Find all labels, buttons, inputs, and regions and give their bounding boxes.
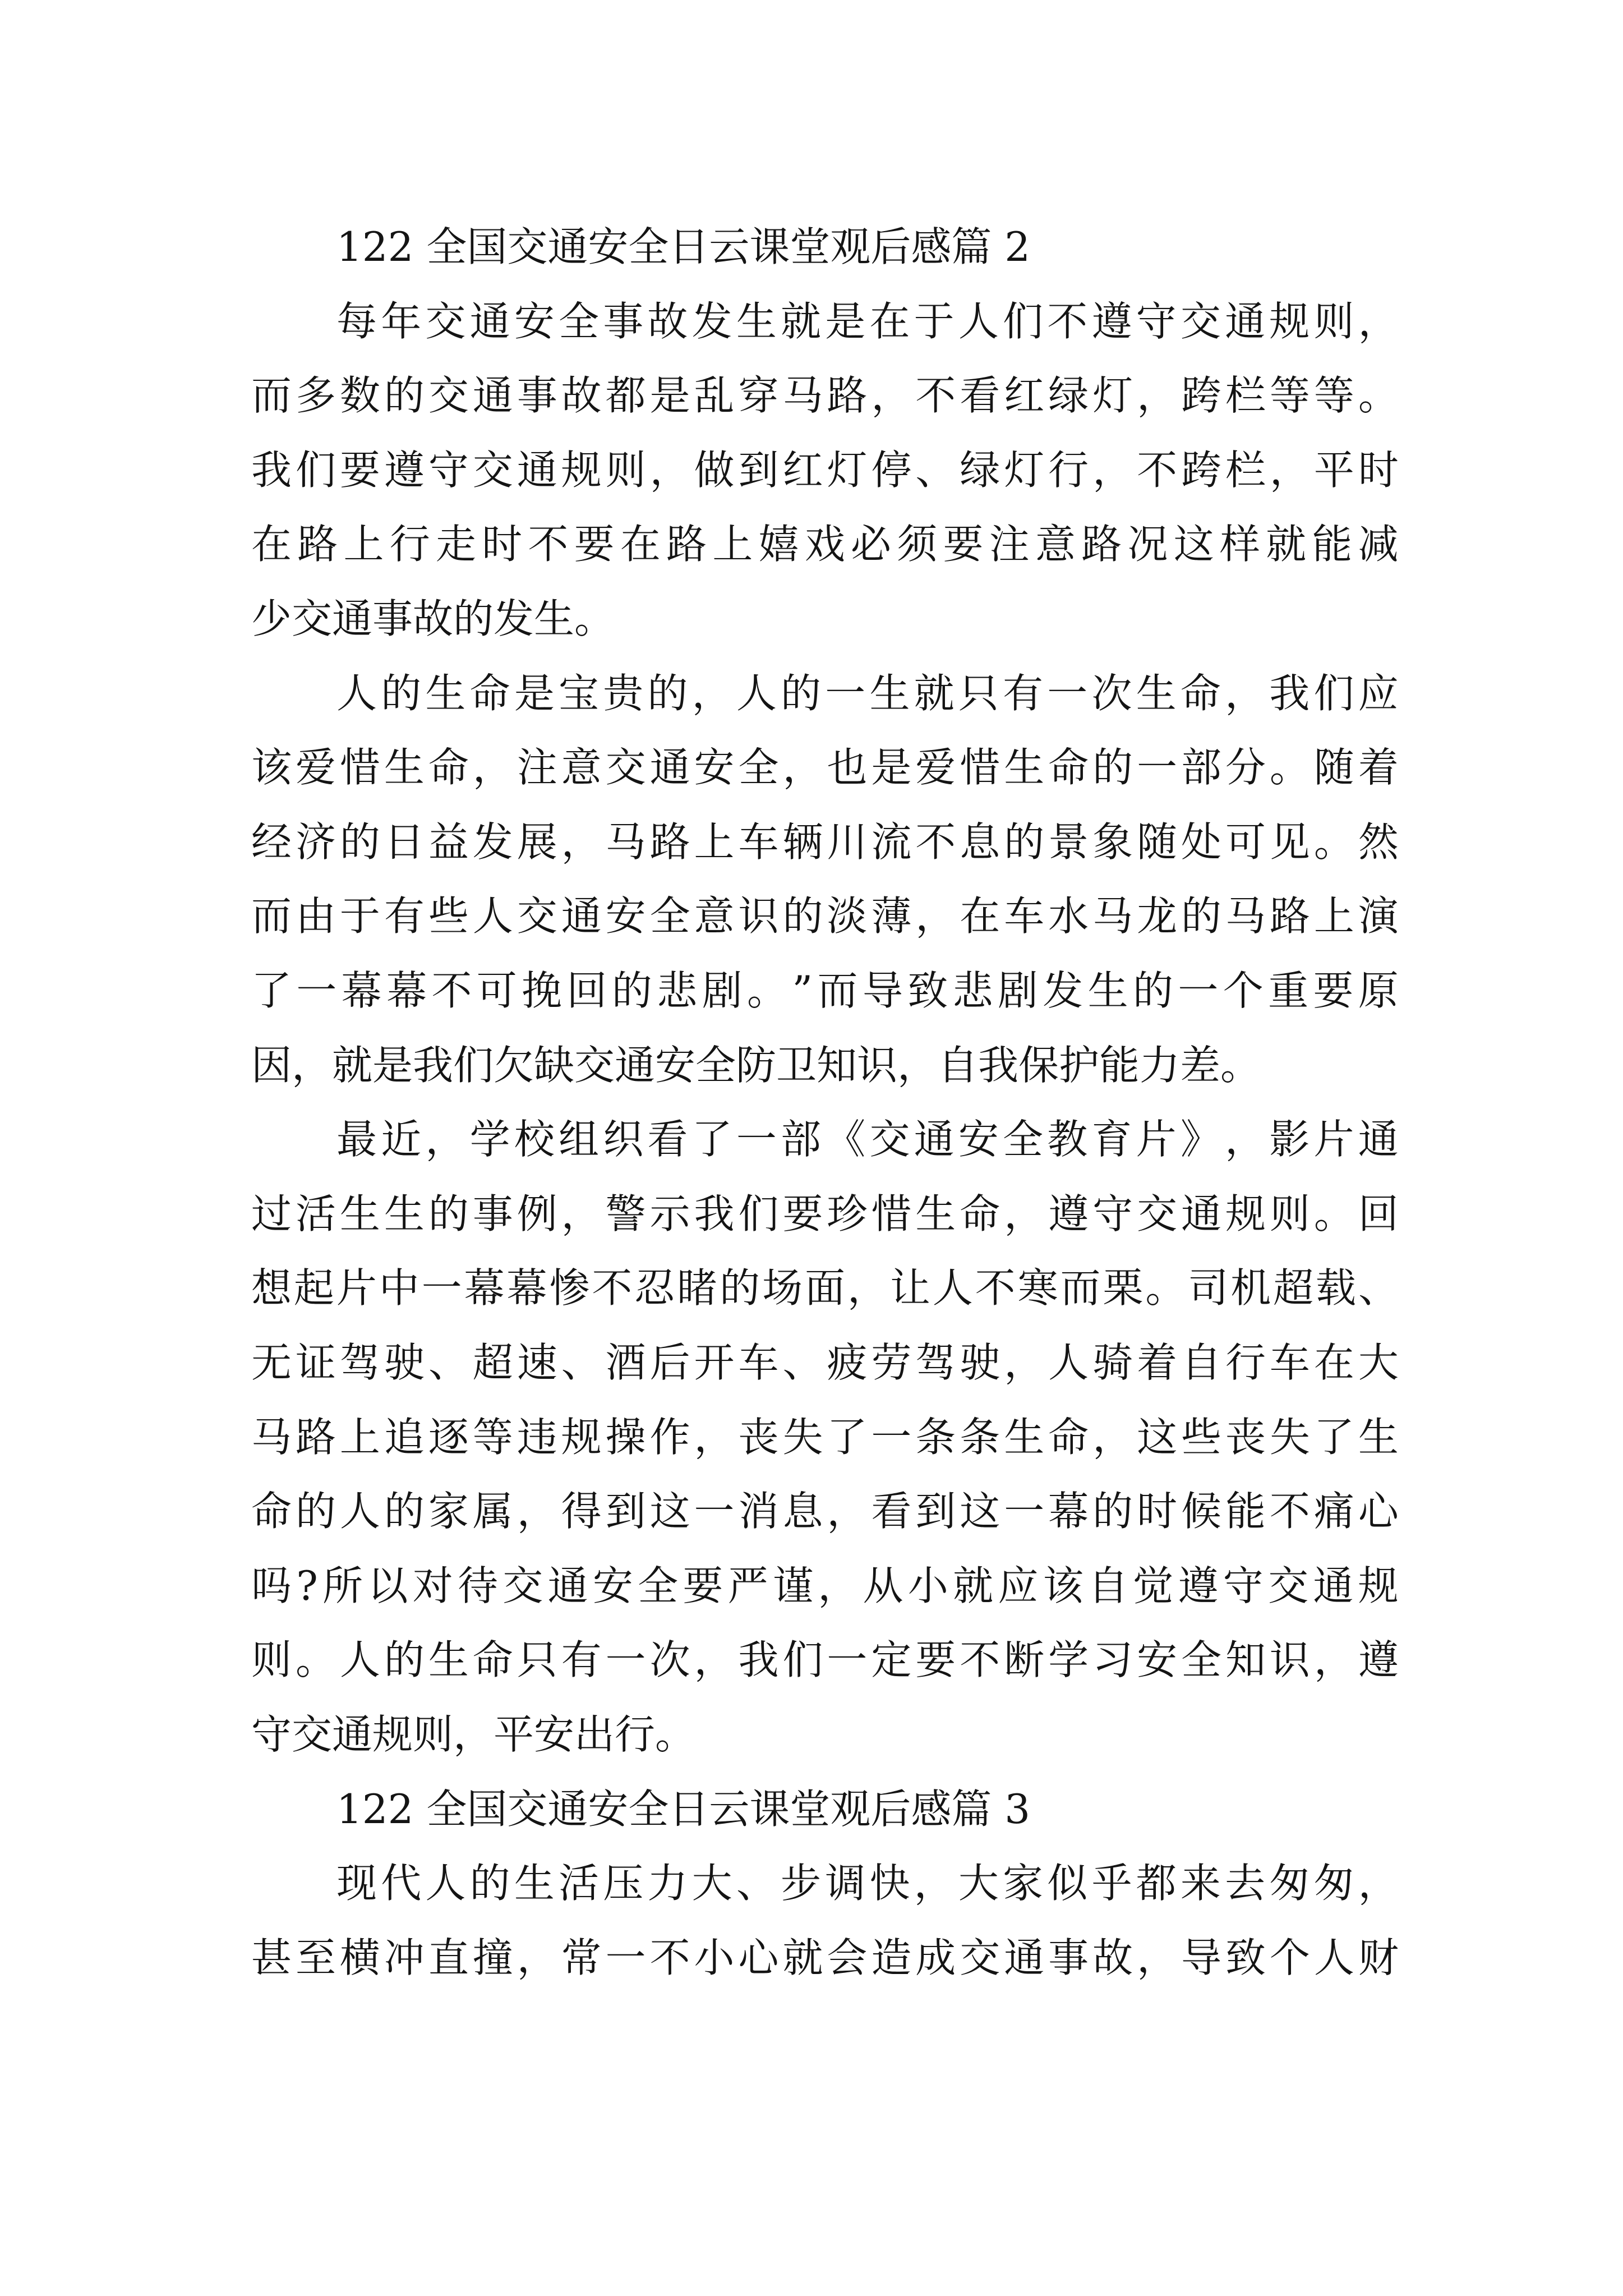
- text-line: 过 活 生 生 的 事 例 ， 警 示 我 们 要 珍 惜 生 命 ， 遵 守 交 通 规 则 。 回: [251, 1190, 1399, 1237]
- text-line: 每 年 交 通 安 全 事 故 发 生 就 是 在 于 人 们 不 遵 守 交 通 规 则 ，: [336, 297, 1399, 345]
- text-line: 则 。 人 的 生 命 只 有 一 次 ， 我 们 一 定 要 不 断 学 习 安 全 知 识 ， 遵: [251, 1636, 1399, 1684]
- text-line: 命 的 人 的 家 属 ， 得 到 这 一 消 息 ， 看 到 这 一 幕 的 时 候 能 不 痛 心: [251, 1488, 1399, 1535]
- text-line: 了 一 幕 幕 不 可 挽 回 的 悲 剧 。 ” 而 导 致 悲 剧 发 生 的 一 个 重 要 原: [251, 967, 1399, 1014]
- text-line: 而 多 数 的 交 通 事 故 都 是 乱 穿 马 路 ， 不 看 红 绿 灯 ， 跨 栏 等 等 。: [251, 372, 1399, 420]
- text-line: 守交通规则，平安出行。: [251, 1711, 696, 1758]
- text-line: 而 由 于 有 些 人 交 通 安 全 意 识 的 淡 薄 ， 在 车 水 马 龙 的 马 路 上 演: [251, 892, 1399, 940]
- text-line: 想 起 片 中 一 幕 幕 惨 不 忍 睹 的 场 面 ， 让 人 不 寒 而 栗 。 司 机 超 载 、: [251, 1264, 1399, 1312]
- text-line: 122 全国交通安全日云课堂观后感篇 2: [336, 223, 1031, 270]
- text-line: 马 路 上 追 逐 等 违 规 操 作 ， 丧 失 了 一 条 条 生 命 ， 这 些 丧 失 了 生: [251, 1413, 1399, 1461]
- text-line: 因，就是我们欠缺交通安全防卫知识，自我保护能力差。: [251, 1041, 1261, 1089]
- text-line: 吗 ? 所 以 对 待 交 通 安 全 要 严 谨 ， 从 小 就 应 该 自 觉 遵 守 交 通 规: [251, 1562, 1399, 1609]
- text-line: 我 们 要 遵 守 交 通 规 则 ， 做 到 红 灯 停 、 绿 灯 行 ， 不 跨 栏 ， 平 时: [251, 446, 1399, 494]
- text-line: 最 近 ， 学 校 组 织 看 了 一 部 《 交 通 安 全 教 育 片 》 ， 影 片 通: [336, 1116, 1399, 1163]
- text-line: 122 全国交通安全日云课堂观后感篇 3: [336, 1785, 1031, 1833]
- text-line: 在 路 上 行 走 时 不 要 在 路 上 嬉 戏 必 须 要 注 意 路 况 这 样 就 能 减: [251, 521, 1399, 568]
- text-line: 现 代 人 的 生 活 压 力 大 、 步 调 快 ， 大 家 似 乎 都 来 去 匆 匆 ，: [336, 1860, 1399, 1907]
- text-line: 无 证 驾 驶 、 超 速 、 酒 后 开 车 、 疲 劳 驾 驶 ， 人 骑 着 自 行 车 在 大: [251, 1339, 1399, 1386]
- text-line: 经 济 的 日 益 发 展 ， 马 路 上 车 辆 川 流 不 息 的 景 象 随 处 可 见 。 然: [251, 818, 1399, 866]
- text-line: 少交通事故的发生。: [251, 595, 615, 642]
- text-line: 人 的 生 命 是 宝 贵 的 ， 人 的 一 生 就 只 有 一 次 生 命 ， 我 们 应: [336, 669, 1399, 717]
- text-line: 甚 至 横 冲 直 撞 ， 常 一 不 小 心 就 会 造 成 交 通 事 故 ， 导 致 个 人 财: [251, 1934, 1399, 1981]
- text-line: 该 爱 惜 生 命 ， 注 意 交 通 安 全 ， 也 是 爱 惜 生 命 的 一 部 分 。 随 着: [251, 744, 1399, 792]
